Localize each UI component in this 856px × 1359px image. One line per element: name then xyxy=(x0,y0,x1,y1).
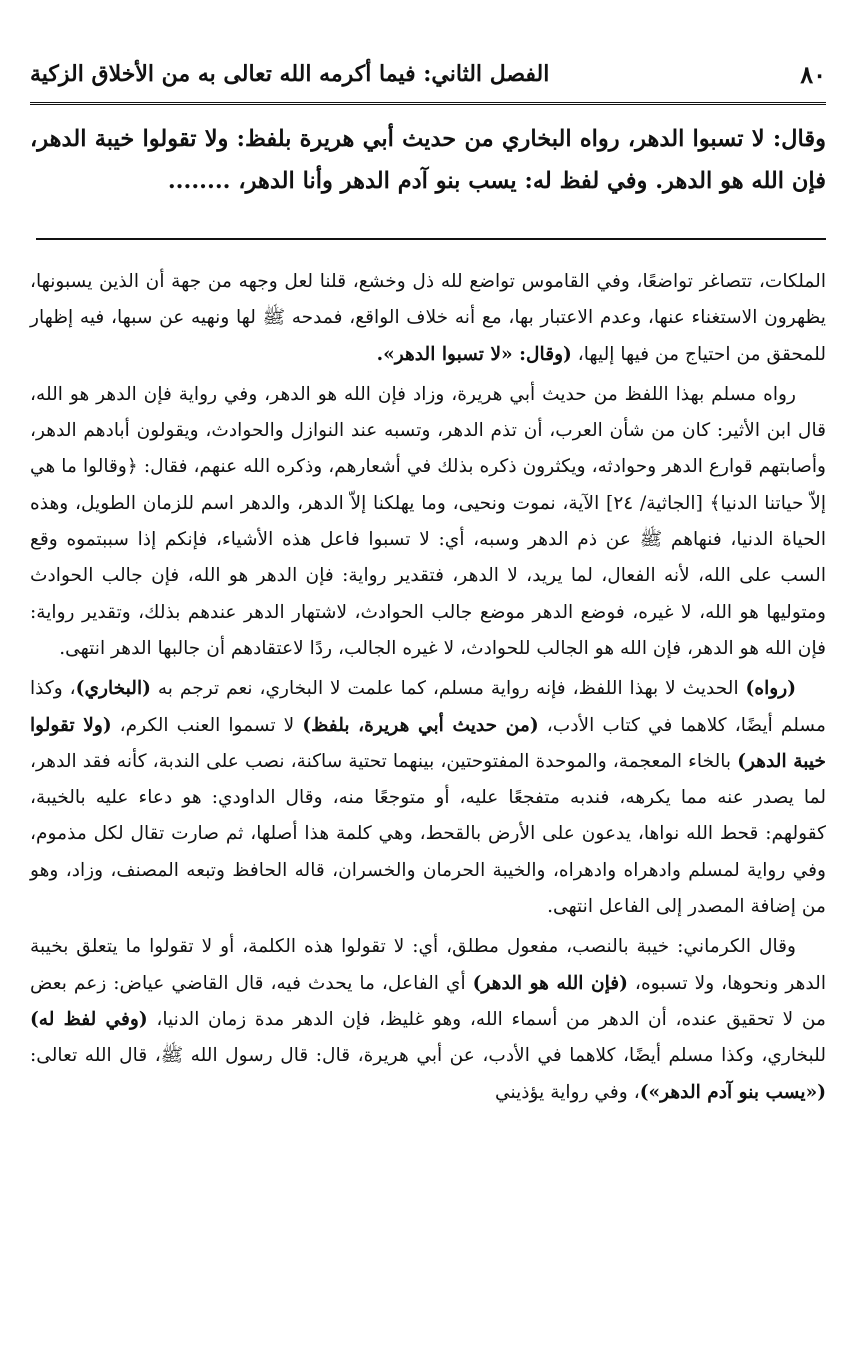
paragraph-text: ، وكذا مسلم أيضًا، كلاهما في كتاب الأدب، xyxy=(30,678,826,736)
hadith-divider xyxy=(36,238,826,240)
paragraph-text: بالخاء المعجمة، والموحدة المفتوحتين، بينهما تحتية ساكنة، نصب على الندبة، كأنه فقد الدهر، لما يصدر عنه مما يكرهه، فندبه متفجعًا عليه، أو متوجعًا منه، وقال الداودي: هو دعاء عليه بالخيبة، كقولهم: قحط الله نواها، يدعون على الأرض بالقحط، وهي كلمة هذا أصلها، ثم صارت تقال لكل مذموم، وفي رواية لمسلم وادهراه وادهراه، والخيبة الحرمان والخسران، قاله الحافظ وتبعه المصنف، وزاد، وهو من إضافة المصدر إلى الفاعل انتهى. xyxy=(30,750,826,918)
commentary-paragraph-4 xyxy=(30,929,826,1110)
paragraph-text: للبخاري، وكذا مسلم أيضًا، كلاهما في الأدب، عن أبي هريرة، قال: قال رسول الله ﷺ، قال الله تعالى: xyxy=(30,1045,826,1067)
hadith-text: وقال: لا تسبوا الدهر، رواه البخاري من حديث أبي هريرة بلفظ: ولا تقولوا خيبة الدهر، فإن الله هو الدهر. وفي لفظ له: يسب بنو آدم الدهر وأنا الدهر، ........ xyxy=(30,126,826,194)
paragraph-text: الحديث لا بهذا اللفظ، فإنه رواية مسلم، كما علمت لا البخاري، نعم ترجم به xyxy=(150,678,746,700)
quoted-term: (ولا تقولوا خيبة الدهر) xyxy=(30,714,826,772)
commentary-paragraph-3 xyxy=(30,671,826,925)
paragraph-text: لا تسموا العنب الكرم، xyxy=(111,714,303,736)
quoted-term: (وفي لفظ له) xyxy=(30,1008,148,1030)
page-header xyxy=(30,52,826,96)
running-title: الفصل الثاني: فيما أكرمه الله تعالى به من الأخلاق الزكية xyxy=(30,61,550,87)
paragraph-text: أي الفاعل، ما يحدث فيه، قال القاضي عياض: زعم بعض من لا تحقيق عنده، أن الدهر من أسماء الله، وهو غليظ، فإن الدهر مدة زمان الدنيا، xyxy=(30,972,826,1030)
quoted-hadith: (وقال: «لا تسبوا الدهر». xyxy=(376,343,572,365)
page-number: ٨٠ xyxy=(800,59,826,89)
quoted-term: (البخاري) xyxy=(75,678,151,700)
paragraph-text: ، وفي رواية يؤذيني xyxy=(494,1081,640,1103)
header-divider xyxy=(30,102,826,105)
commentary-paragraph-2: رواه مسلم بهذا اللفظ من حديث أبي هريرة، وزاد فإن الله هو الدهر، وفي رواية فإن الدهر هو الله، قال ابن الأثير: كان من شأن العرب، أن تذم الدهر، وتسبه عند النوازل والحوادث، ويقولون أبادهم الدهر، وأصابتهم قوارع الدهر وحوادثه، ويكثرون ذكره بذلك في أشعارهم، وذكره الله عنهم، فقال: ﴿وقالوا ما هي إلاّ حياتنا الدنيا﴾ [الجاثية/ ٢٤] الآية، نموت ونحيى، وما يهلكنا إلاّ الدهر، والدهر اسم للزمان الطويل، وهذه الحياة الدنيا، فنهاهم ﷺ عن ذم الدهر وسبه، أي: لا تسبوا فاعل هذه الأشياء، فإنكم إذا سببتموه وقع السب على الله، لأنه الفعال، لما يريد، لا الدهر، فتقدير رواية: فإن الدهر هو الله، فإن جالب الحوادث ومتوليها هو الله، لا غيره، فوضع الدهر موضع جالب الحوادث، لاشتهار الدهر عندهم بذلك، وتقدير رواية: فإن الله هو الدهر، فإن الله هو الجالب للحوادث، لا غيره الجالب، ردًا لاعتقادهم أن جالبها الدهر انتهى. xyxy=(30,383,826,659)
quoted-term: (من حديث أبي هريرة، بلفظ) xyxy=(302,714,539,736)
commentary-paragraph-1 xyxy=(30,264,826,373)
quoted-term: («يسب بنو آدم الدهر») xyxy=(639,1081,826,1103)
commentary-body xyxy=(30,264,826,1115)
quoted-term: (فإن الله هو الدهر) xyxy=(472,972,628,994)
paragraph-text: الملكات، تتصاغر تواضعًا، وفي القاموس تواضع لله ذل وخشع، قلنا لعل وجهه من جهة أن الذين يسبونها، يظهرون الاستغناء عنها، وعدم الاعتبار بها، مع أنه خلاف الواقع، فمدحه ﷺ لها ونهيه عن سبها، فيه إظهار للمحقق من احتياج من فيها إليها، xyxy=(30,271,826,365)
quoted-term: (رواه) xyxy=(745,678,796,700)
paragraph-text: وقال الكرماني: خيبة بالنصب، مفعول مطلق، أي: لا تقولوا هذه الكلمة، أو لا تقولوا ما يتعلق بخيبة الدهر ونحوها، ولا تسبوه، xyxy=(30,936,826,994)
